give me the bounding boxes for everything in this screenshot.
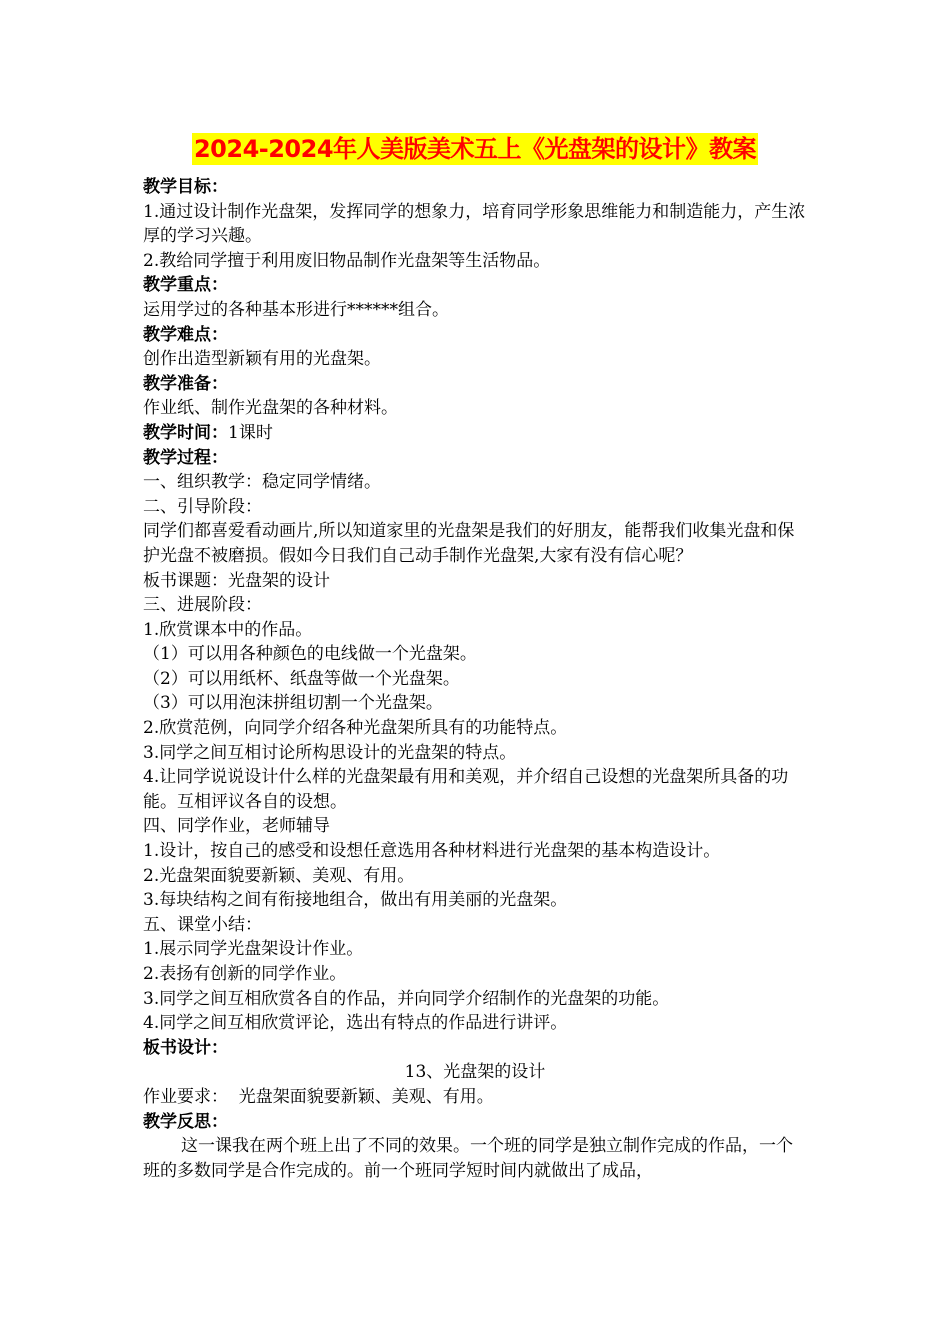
board-title: 13、光盘架的设计 bbox=[404, 1062, 546, 1083]
process-line: 2.欣赏范例，向同学介绍各种光盘架所具有的功能特点。 bbox=[143, 718, 568, 739]
document-title: 2024-2024年人美版美术五上《光盘架的设计》教案 bbox=[193, 135, 757, 163]
process-line: 4.同学之间互相欣赏评论，选出有特点的作品进行讲评。 bbox=[143, 1013, 568, 1034]
process-line: 2.表扬有创新的同学作业。 bbox=[143, 964, 347, 984]
time-value: 1课时 bbox=[228, 422, 273, 443]
process-line: （2）可以用纸杯、纸盘等做一个光盘架。 bbox=[143, 668, 460, 689]
objective-item: 1.通过设计制作光盘架，发挥同学的想象力，培育同学形象思维能力和制造能力，产生浓厚的学习兴趣。 bbox=[143, 201, 806, 247]
board-heading: 板书设计： bbox=[143, 1037, 228, 1058]
process-line: 1.展示同学光盘架设计作业。 bbox=[143, 939, 364, 960]
board-requirement: 作业要求： 光盘架面貌要新颖、美观、有用。 bbox=[143, 1086, 494, 1107]
process-line: 3.每块结构之间有衔接地组合，做出有用美丽的光盘架。 bbox=[143, 890, 568, 911]
preparation-heading: 教学准备： bbox=[143, 373, 228, 394]
reflection-text: 这一课我在两个班上出了不同的效果。一个班的同学是独立制作完成的作品，一个班的多数同学是合作完成的。前一个班同学短时间内就做出了成品， bbox=[143, 1136, 793, 1181]
process-line: 一、组织教学：稳定同学情绪。 bbox=[143, 472, 381, 493]
difficulty-heading: 教学难点： bbox=[143, 324, 228, 345]
process-line: 4.让同学说说设计什么样的光盘架最有用和美观，并介绍自己设想的光盘架所具备的功能。互相评议各自的设想。 bbox=[143, 767, 789, 812]
process-line: 板书课题：光盘架的设计 bbox=[143, 570, 330, 591]
process-line: 同学们都喜爱看动画片,所以知道家里的光盘架是我们的好朋友，能帮我们收集光盘和保护光盘不被磨损。假如今日我们自己动手制作光盘架,大家有没有信心呢？ bbox=[143, 521, 795, 566]
process-line: 3.同学之间互相讨论所构思设计的光盘架的特点。 bbox=[143, 742, 517, 763]
process-line: 2.光盘架面貌要新颖、美观、有用。 bbox=[143, 865, 415, 886]
process-line: 1.欣赏课本中的作品。 bbox=[143, 619, 313, 640]
process-heading: 教学过程： bbox=[143, 447, 228, 468]
reflection-heading: 教学反思： bbox=[143, 1111, 228, 1132]
process-line: 二、引导阶段： bbox=[143, 496, 262, 517]
objectives-heading: 教学目标： bbox=[143, 177, 228, 197]
key-point-text: 运用学过的各种基本形进行******组合。 bbox=[143, 299, 449, 320]
process-line: （3）可以用泡沫拼组切割一个光盘架。 bbox=[143, 693, 443, 714]
preparation-text: 作业纸、制作光盘架的各种材料。 bbox=[143, 398, 398, 419]
time-line bbox=[143, 421, 807, 446]
document-body bbox=[143, 175, 807, 1183]
process-line: （1）可以用各种颜色的电线做一个光盘架。 bbox=[143, 644, 477, 665]
title-wrap bbox=[0, 133, 950, 165]
difficulty-text: 创作出造型新颖有用的光盘架。 bbox=[143, 349, 381, 370]
process-line: 3.同学之间互相欣赏各自的作品，并向同学介绍制作的光盘架的功能。 bbox=[143, 988, 670, 1009]
key-point-heading: 教学重点： bbox=[143, 275, 228, 296]
process-line: 1.设计，按自己的感受和设想任意选用各种材料进行光盘架的基本构造设计。 bbox=[143, 841, 721, 862]
time-heading: 教学时间： bbox=[143, 422, 228, 443]
process-line: 四、同学作业，老师辅导 bbox=[143, 816, 330, 837]
process-line: 五、课堂小结： bbox=[143, 914, 262, 935]
objective-item: 2.教给同学擅于利用废旧物品制作光盘架等生活物品。 bbox=[143, 250, 551, 271]
process-line: 三、进展阶段： bbox=[143, 595, 262, 616]
